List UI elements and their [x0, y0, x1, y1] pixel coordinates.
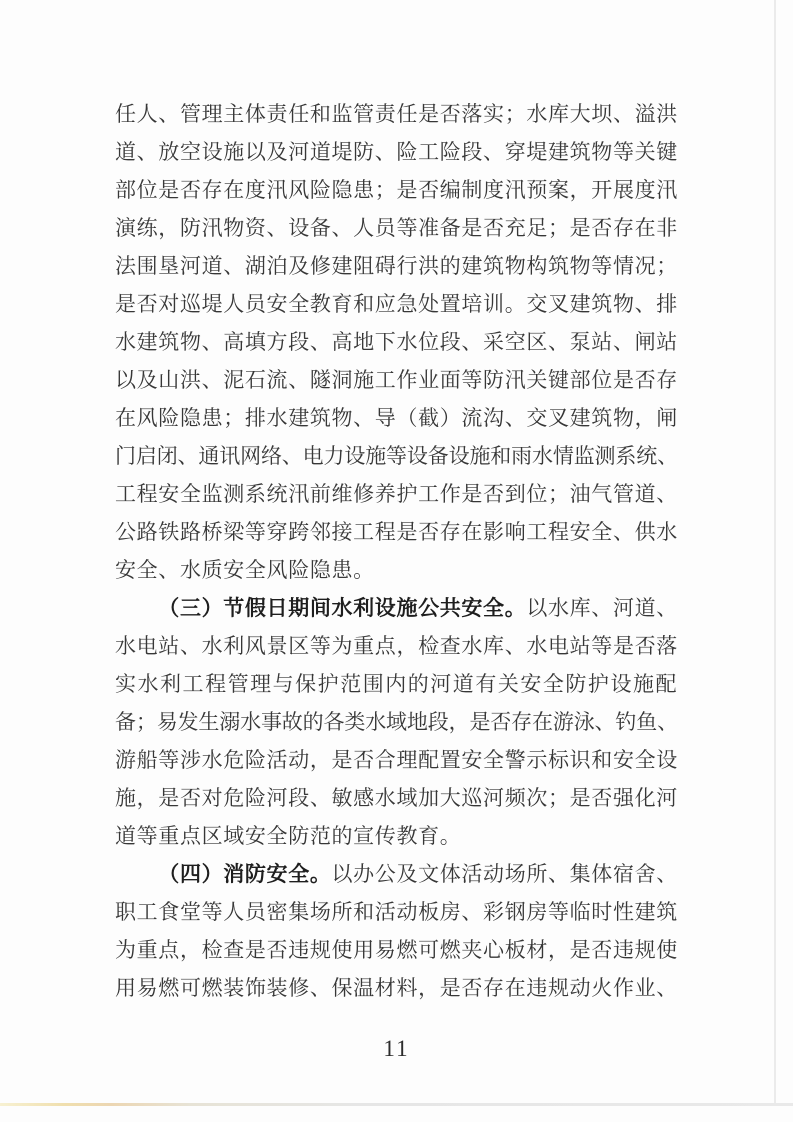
section-heading: （三）节假日期间水利设施公共安全。 [158, 596, 527, 620]
para-flood-safety-continued [115, 95, 678, 589]
scan-edge-vertical-line [774, 0, 776, 1105]
text-line: 为重点，检查是否违规使用易燃可燃夹心板材，是否违规使 [115, 938, 678, 962]
text-line: 备；易发生溺水事故的各类水域地段，是否存在游泳、钓鱼、 [115, 710, 678, 734]
text-line: 公路铁路桥梁等穿跨邻接工程是否存在影响工程安全、供水 [115, 520, 678, 544]
text-line: （三）节假日期间水利设施公共安全。以水库、河道、 [158, 596, 678, 620]
text-line: 实水利工程管理与保护范围内的河道有关安全防护设施配 [115, 672, 678, 696]
text-line: 道、放空设施以及河道堤防、险工险段、穿堤建筑物等关键 [115, 140, 678, 164]
text-line: 在风险隐患；排水建筑物、导（截）流沟、交叉建筑物，闸 [115, 406, 678, 430]
para-fire-safety [115, 855, 678, 1007]
text-line: 道等重点区域安全防范的宣传教育。 [115, 824, 462, 848]
text-line: 游船等涉水危险活动，是否合理配置安全警示标识和安全设 [115, 748, 678, 772]
text-line: 任人、管理主体责任和监管责任是否落实；水库大坝、溢洪 [115, 102, 678, 126]
document-text-block [115, 95, 678, 1007]
text-line: 是否对巡堤人员安全教育和应急处置培训。交叉建筑物、排 [115, 292, 678, 316]
page-number: 11 [383, 1036, 410, 1061]
scan-edge-horizontal-line [0, 1103, 793, 1106]
text-line: 以及山洪、泥石流、隧洞施工作业面等防汛关键部位是否存 [115, 368, 678, 392]
text-line: 水电站、水利风景区等为重点，检查水库、水电站等是否落 [115, 634, 678, 658]
text-line: （四）消防安全。以办公及文体活动场所、集体宿舍、 [158, 862, 678, 886]
text-line: 工程安全监测系统汛前维修养护工作是否到位；油气管道、 [115, 482, 678, 506]
text-line: 演练，防汛物资、设备、人员等准备是否充足；是否存在非 [115, 216, 678, 240]
text-line: 用易燃可燃装饰装修、保温材料，是否存在违规动火作业、 [115, 976, 678, 1000]
text-line: 法围垦河道、湖泊及修建阻碍行洪的建筑物构筑物等情况； [115, 254, 678, 278]
text-line: 施，是否对危险河段、敏感水域加大巡河频次；是否强化河 [115, 786, 678, 810]
text-line: 安全、水质安全风险隐患。 [115, 558, 375, 582]
para-holiday-facility-public-safety [115, 589, 678, 855]
text-line: 门启闭、通讯网络、电力设施等设备设施和雨水情监测系统、 [115, 444, 678, 468]
text-line: 水建筑物、高填方段、高地下水位段、采空区、泵站、闸站 [115, 330, 678, 354]
text-line: 部位是否存在度汛风险隐患；是否编制度汛预案，开展度汛 [115, 178, 678, 202]
text-line: 职工食堂等人员密集场所和活动板房、彩钢房等临时性建筑 [115, 900, 678, 924]
section-heading: （四）消防安全。 [158, 862, 332, 886]
